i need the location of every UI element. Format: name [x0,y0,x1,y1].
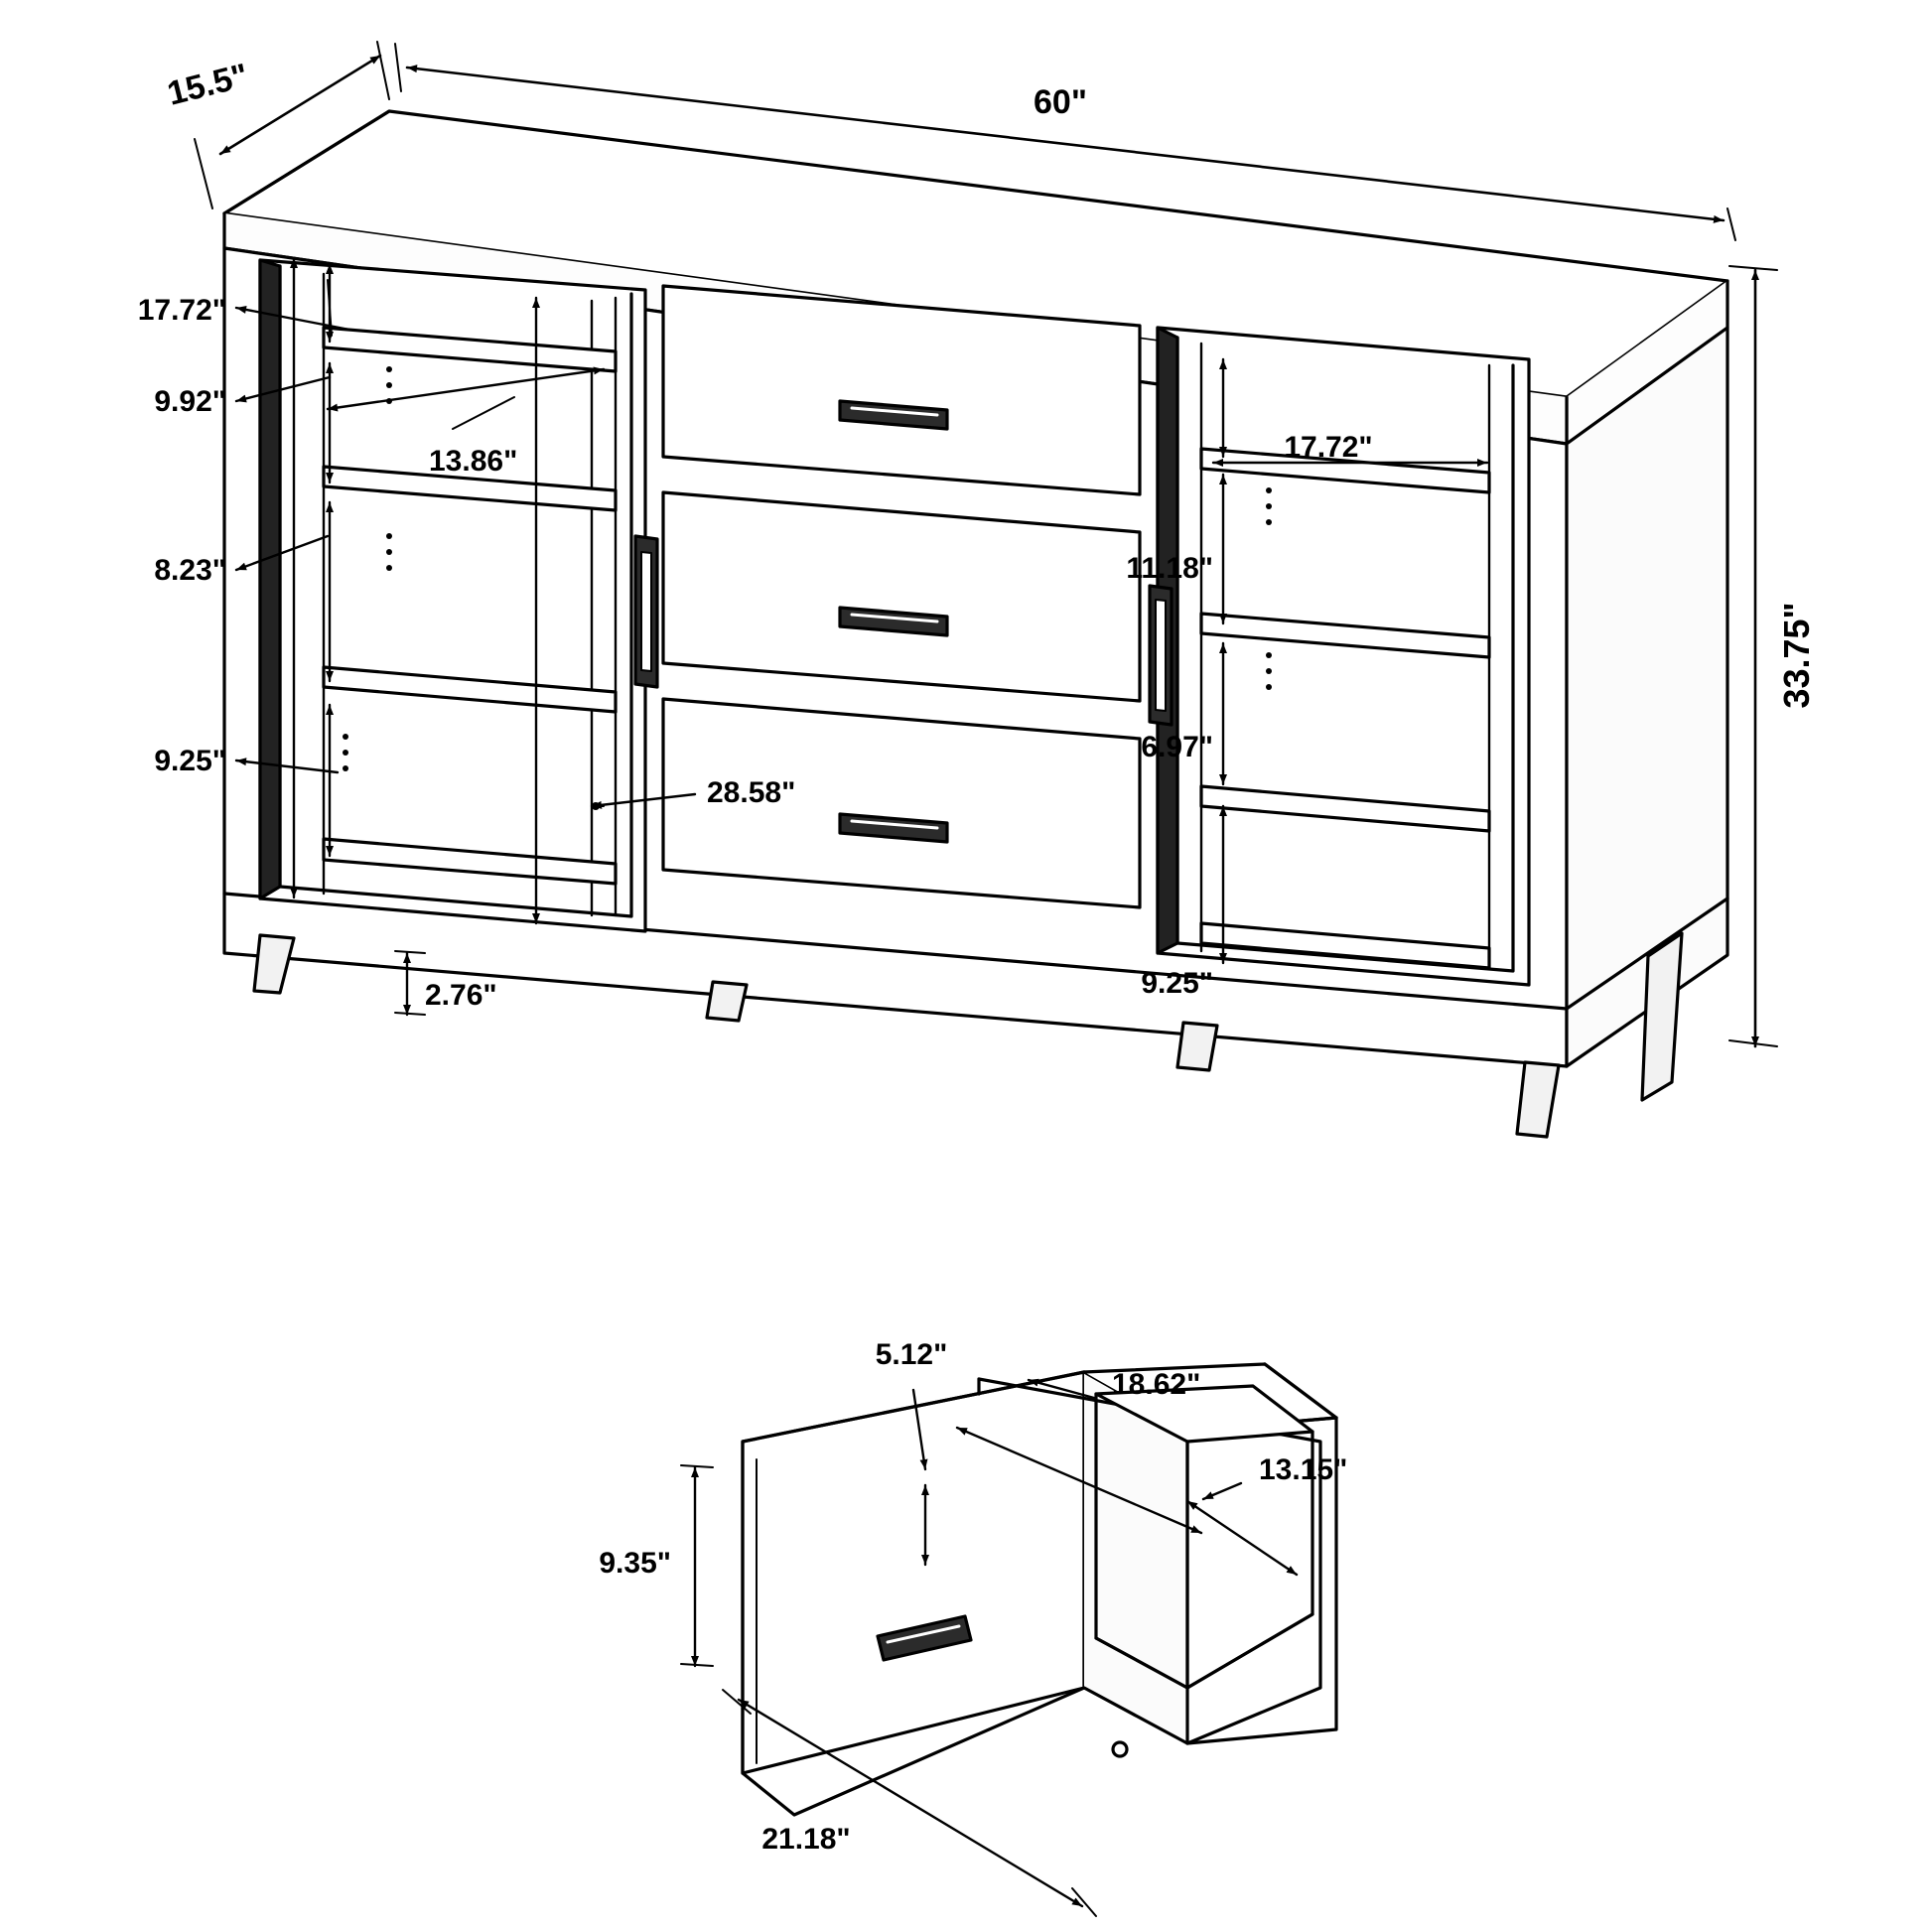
label-drawer-18_62: 18.62" [1112,1368,1201,1401]
label-leg-2_76: 2.76" [425,979,497,1012]
label-right-17_72: 17.72" [1284,431,1373,464]
right-door-handle [1150,586,1172,725]
label-left-13_86: 13.86" [429,445,518,478]
left-door-handle [635,536,657,687]
label-drawer-width-28_58: 28.58" [707,776,796,809]
label-right-6_97: 6.97" [1141,731,1213,763]
label-left-17_72: 17.72" [137,294,226,327]
label-drawer-13_15: 13.15" [1259,1453,1348,1486]
dim-height-33_75 [1729,266,1777,1046]
label-drawer-9_35: 9.35" [599,1547,671,1580]
drawer-detail [743,1364,1336,1815]
label-left-9_25: 9.25" [154,745,226,777]
label-right-11_18: 11.18" [1126,552,1213,585]
label-left-8_23: 8.23" [154,554,226,587]
label-drawer-21_18: 21.18" [761,1823,851,1856]
label-width: 60" [1034,83,1087,121]
label-drawer-5_12: 5.12" [875,1338,948,1371]
label-left-9_92: 9.92" [154,385,226,418]
label-right-9_25: 9.25" [1141,967,1213,1000]
center-drawers [663,286,1140,907]
label-depth: 15.5" [163,56,252,113]
label-height: 33.75" [1776,602,1817,709]
